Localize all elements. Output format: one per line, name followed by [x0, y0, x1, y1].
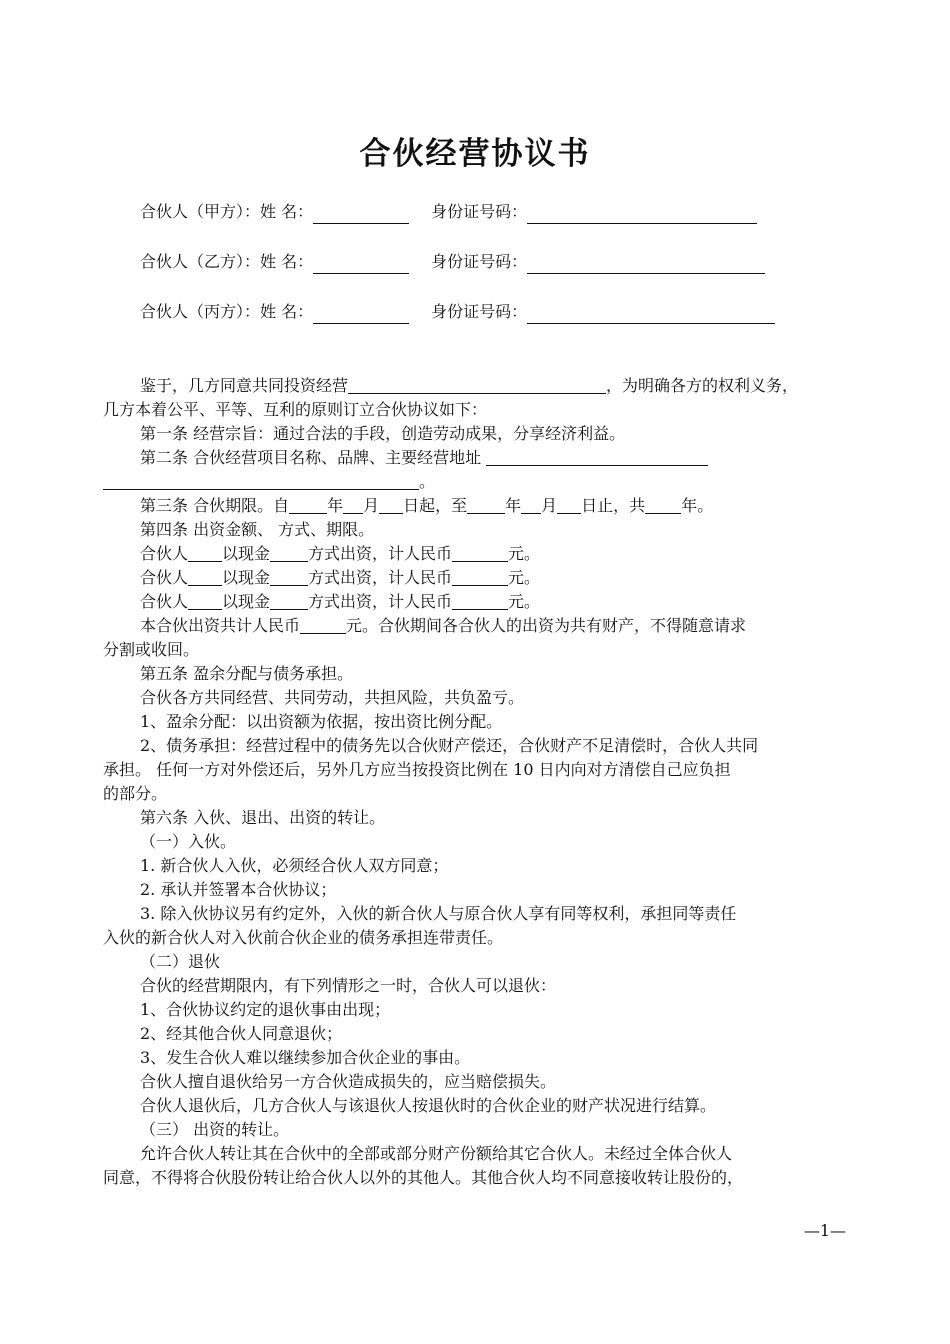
document-title: 合伙经营协议书 [359, 136, 591, 172]
total-amount-blank[interactable] [300, 615, 346, 634]
amount-blank[interactable] [452, 543, 508, 562]
end-year-blank[interactable] [467, 495, 505, 514]
section-3-para-cont: 同意，不得将合伙股份转让给合伙人以外的其他人。其他合伙人均不同意接收转让股份的， [103, 1168, 744, 1187]
id-label: 身份证号码： [431, 252, 528, 271]
id-blank[interactable] [527, 254, 765, 274]
article-5-p1: 合伙各方共同经营、共同劳动，共担风险，共负盈亏。 [140, 688, 525, 707]
article-5: 第五条 盈余分配与债务承担。 [140, 664, 354, 683]
method-blank[interactable] [270, 591, 308, 610]
document-body [103, 374, 849, 1190]
section-2-para-4: 合伙人擅自退伙给另一方合伙造成损失的，应当赔偿损失。 [140, 1072, 557, 1091]
amount-blank[interactable] [452, 591, 508, 610]
partner-blank[interactable] [188, 567, 222, 586]
section-1-title: （一）入伙。 [140, 832, 237, 851]
party-line-b [140, 250, 765, 274]
article-2: 第二条 合伙经营项目名称、品牌、主要经营地址 [103, 446, 849, 470]
start-month-blank[interactable] [343, 495, 363, 514]
section-2-intro: 合伙的经营期限内，有下列情形之一时，合伙人可以退伙： [140, 976, 557, 995]
amount-blank[interactable] [452, 567, 508, 586]
name-label: 姓 名： [260, 252, 314, 271]
section-3-title: （三） 出资的转让。 [140, 1120, 290, 1139]
total-contribution-continued: 分割或收回。 [103, 640, 200, 659]
address-blank[interactable] [103, 471, 419, 490]
project-blank[interactable] [486, 447, 708, 466]
partner-blank[interactable] [188, 591, 222, 610]
id-label: 身份证号码： [431, 302, 528, 321]
party-label: 合伙人（乙方）： [140, 252, 261, 271]
partner-blank[interactable] [188, 543, 222, 562]
name-blank[interactable] [313, 304, 409, 324]
article-4: 第四条 出资金额、 方式、期限。 [140, 520, 375, 539]
id-label: 身份证号码： [431, 202, 528, 221]
method-blank[interactable] [270, 543, 308, 562]
intro-line-1: 鉴于，几方同意共同投资经营 ，为明确各方的权利义务， [140, 376, 799, 395]
party-label: 合伙人（甲方）： [140, 202, 261, 221]
section-2-item-1: 1、合伙协议约定的退伙事由出现； [140, 1000, 391, 1019]
party-line-c [140, 300, 775, 324]
start-day-blank[interactable] [379, 495, 403, 514]
article-5-p3-end: 的部分。 [103, 784, 168, 803]
article-5-p2: 1、盈余分配：以出资额为依据，按出资比例分配。 [140, 712, 503, 731]
article-5-p3: 2、债务承担：经营过程中的债务先以合伙财产偿还，合伙财产不足清偿时，合伙人共同 [140, 736, 759, 755]
name-label: 姓 名： [260, 302, 314, 321]
section-3-para: 允许合伙人转让其在合伙中的全部或部分财产份额给其它合伙人。未经过全体合伙人 [140, 1144, 733, 1163]
section-2-item-2: 2、经其他合伙人同意退伙； [140, 1024, 343, 1043]
total-contribution: 本合伙出资共计人民币 元。合伙期间各合伙人的出资为共有财产，不得随意请求 [140, 616, 747, 635]
section-2-item-3: 3、发生合伙人难以继续参加合伙企业的事由。 [140, 1048, 471, 1067]
article-3: 第三条 合伙期限。自 年 月 日起，至 年 月 日止，共 年。 [140, 496, 714, 515]
end-day-blank[interactable] [557, 495, 581, 514]
page-number: —1— [803, 1221, 846, 1240]
start-year-blank[interactable] [289, 495, 327, 514]
party-line-a [140, 200, 757, 224]
section-1-item-2: 2. 承认并签署本合伙协议； [140, 880, 337, 899]
article-6: 第六条 入伙、退出、出资的转让。 [140, 808, 386, 827]
contribution-line: 合伙人 以现金 方式出资，计人民币 元。 [140, 568, 541, 587]
name-blank[interactable] [313, 204, 409, 224]
party-label: 合伙人（丙方）： [140, 302, 261, 321]
article-2-continued: 。 [103, 470, 849, 494]
intro-line-2: 几方本着公平、平等、互利的原则订立合伙协议如下： [103, 400, 488, 419]
article-5-p3-cont: 承担。 任何一方对外偿还后，另外几方应当按投资比例在 10 日内向对方清偿自己应负担 [103, 760, 731, 779]
section-1-item-3: 3. 除入伙协议另有约定外，入伙的新合伙人与原合伙人享有同等权利，承担同等责任 [140, 904, 737, 923]
contribution-line: 合伙人 以现金 方式出资，计人民币 元。 [140, 592, 541, 611]
section-1-item-1: 1. 新合伙人入伙，必须经合伙人双方同意； [140, 856, 449, 875]
id-blank[interactable] [527, 304, 775, 324]
years-blank[interactable] [645, 495, 681, 514]
method-blank[interactable] [270, 567, 308, 586]
section-2-para-5: 合伙人退伙后，几方合伙人与该退伙人按退伙时的合伙企业的财产状况进行结算。 [140, 1096, 717, 1115]
contribution-line: 合伙人 以现金 方式出资，计人民币 元。 [140, 544, 541, 563]
name-label: 姓 名： [260, 202, 314, 221]
name-blank[interactable] [313, 254, 409, 274]
section-2-title: （二）退伙 [140, 952, 221, 971]
article-1: 第一条 经营宗旨：通过合法的手段，创造劳动成果，分享经济利益。 [140, 424, 626, 443]
business-blank[interactable] [348, 375, 606, 394]
end-month-blank[interactable] [521, 495, 541, 514]
id-blank[interactable] [527, 204, 757, 224]
section-1-item-3-cont: 入伙的新合伙人对入伙前合伙企业的债务承担连带责任。 [103, 928, 504, 947]
